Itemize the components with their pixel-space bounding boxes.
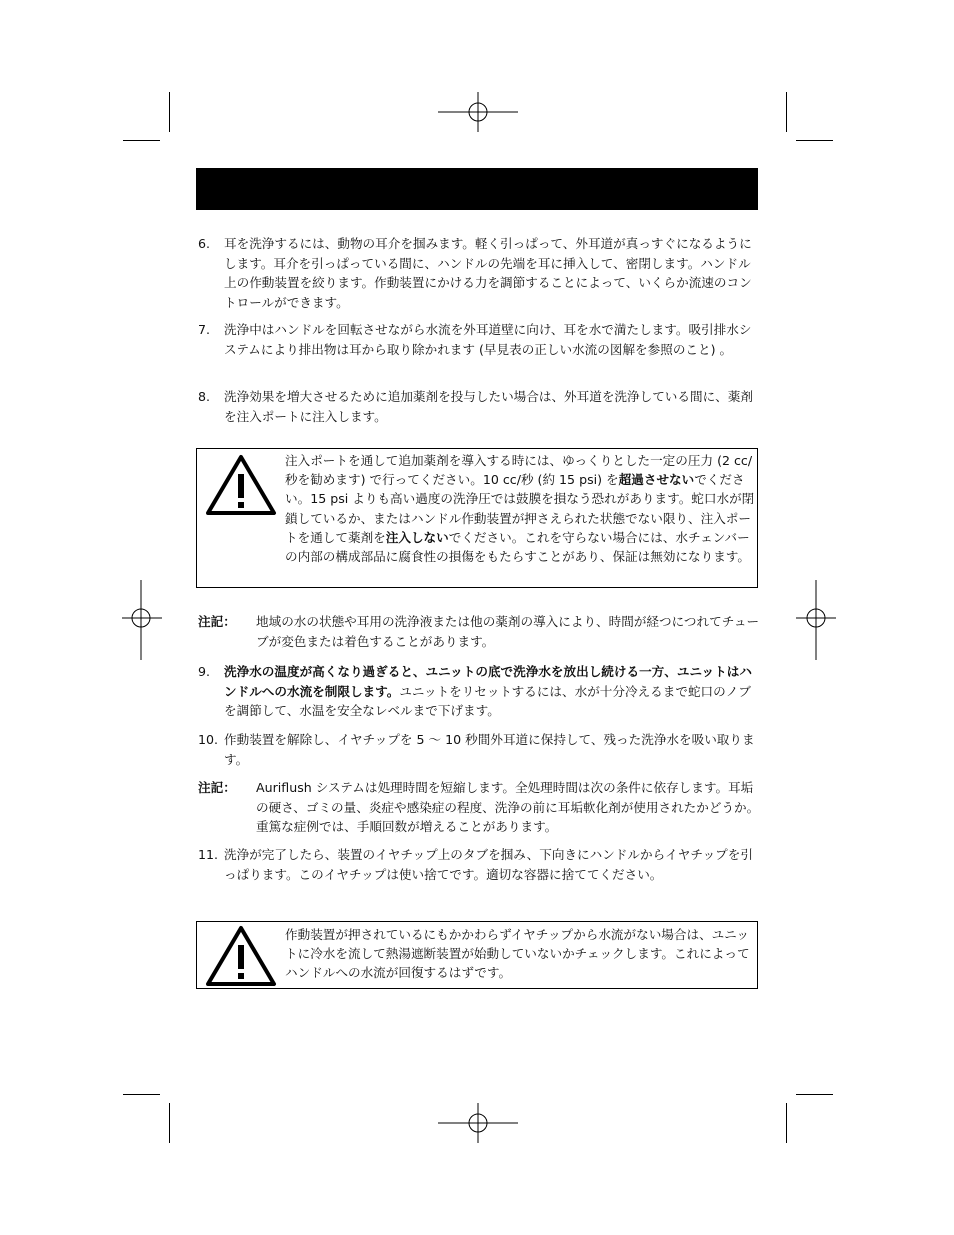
step-9 (198, 662, 760, 721)
warning-triangle-icon (205, 454, 277, 516)
step-number: 10. (198, 732, 219, 747)
note-text: Auriflush システムは処理時間を短縮します。全処理時間は次の条件に依存します。耳垢の硬さ、ゴミの量、炎症や感染症の程度、洗浄の前に耳垢軟化剤が使用されたかどうか。重篤な症例では、手順回数が増えることがあります。 (256, 780, 760, 834)
step-number: 11. (198, 847, 219, 862)
step-text: 洗浄が完了したら、装置のイヤチップ上のタブを掴み、下向きにハンドルからイヤチップを引っぱります。このイヤチップは使い捨てです。適切な容器に捨ててください。 (224, 847, 753, 882)
step-number: 8. (198, 389, 211, 404)
warning-text: 注入ポートを通して追加薬剤を導入する時には、ゆっくりとした一定の圧力 (2 cc/秒を勧めます) で行ってください。10 cc/秒 (約 15 psi) を超過させないでください。15 psi よりも高い過度の洗浄圧では鼓膜を損なう恐れがあります。蛇口水が閉鎖しているか、またはハンドル作動装置が押さえられた状態でない限り、注入ポートを通して薬剤を注入しないでください。これを守らない場合には、水チェンバーの内部の構成部品に腐食性の損傷をもたらすことがあり、保証は無効になります。 (285, 453, 755, 565)
crop-mark (123, 1094, 160, 1095)
crop-mark (169, 1103, 170, 1143)
step-6 (198, 234, 760, 312)
step-11 (198, 845, 760, 884)
step-text: 耳を洗浄するには、動物の耳介を掴みます。軽く引っぱって、外耳道が真っすぐになるようにします。耳介を引っぱっている間に、ハンドルの先端を耳に挿入して、密閉します。ハンドル上の作動装置を絞ります。作動装置にかける力を調節することによって、いくらか流速のコントロールができます。 (224, 236, 752, 310)
crop-mark (786, 1103, 787, 1143)
note (198, 612, 760, 651)
registration-mark-icon (122, 580, 162, 660)
note-text: 地域の水の状態や耳用の洗浄液または他の薬剤の導入により、時間が経つにつれてチューブが変色または着色することがあります。 (256, 614, 760, 649)
registration-mark-icon (438, 92, 518, 132)
step-text: 作動装置を解除し、イヤチップを 5 〜 10 秒間外耳道に保持して、残った洗浄水を吸い取ります。 (224, 732, 755, 767)
warning-text: 作動装置が押されているにもかかわらずイヤチップから水流がない場合は、ユニットに冷水を流して熱湯遮断装置が始動していないかチェックします。これによってハンドルへの水流が回復するはずです。 (285, 927, 750, 981)
crop-mark (796, 140, 833, 141)
warning-box (196, 448, 758, 588)
crop-mark (786, 92, 787, 132)
warning-triangle-icon (205, 925, 277, 987)
step-7 (198, 320, 760, 359)
crop-mark (796, 1094, 833, 1095)
registration-mark-icon (796, 580, 836, 660)
crop-mark (169, 92, 170, 132)
step-number: 9. (198, 664, 211, 679)
section-header-bar (196, 168, 758, 210)
registration-mark-icon (438, 1103, 518, 1143)
step-10 (198, 730, 760, 769)
note-label: 注記： (198, 614, 236, 629)
note (198, 778, 760, 837)
crop-mark (123, 140, 160, 141)
emphasis: 超過させない (618, 472, 695, 488)
emphasis: 洗浄水の温度が高くなり過ぎると、ユニットの底で洗浄水を放出し続ける一方、ユニットはハンドルへの水流を制限します。 (224, 664, 752, 699)
step-text: 洗浄水の温度が高くなり過ぎると、ユニットの底で洗浄水を放出し続ける一方、ユニットはハンドルへの水流を制限します。ユニットをリセットするには、水が十分冷えるまで蛇口のノブを調節して、水温を安全なレベルまで下げます。 (224, 664, 752, 718)
step-text: 洗浄中はハンドルを回転させながら水流を外耳道壁に向け、耳を水で満たします。吸引排水システムにより排出物は耳から取り除かれます (早見表の正しい水流の図解を参照のこと) 。 (224, 322, 752, 357)
step-text: 洗浄効果を増大させるために追加薬剤を投与したい場合は、外耳道を洗浄している間に、薬剤を注入ポートに注入します。 (224, 389, 753, 424)
step-number: 7. (198, 322, 211, 337)
step-number: 6. (198, 236, 211, 251)
emphasis: 注入しない (385, 529, 449, 545)
note-label: 注記： (198, 780, 236, 795)
step-8 (198, 387, 760, 426)
warning-box (196, 921, 758, 989)
